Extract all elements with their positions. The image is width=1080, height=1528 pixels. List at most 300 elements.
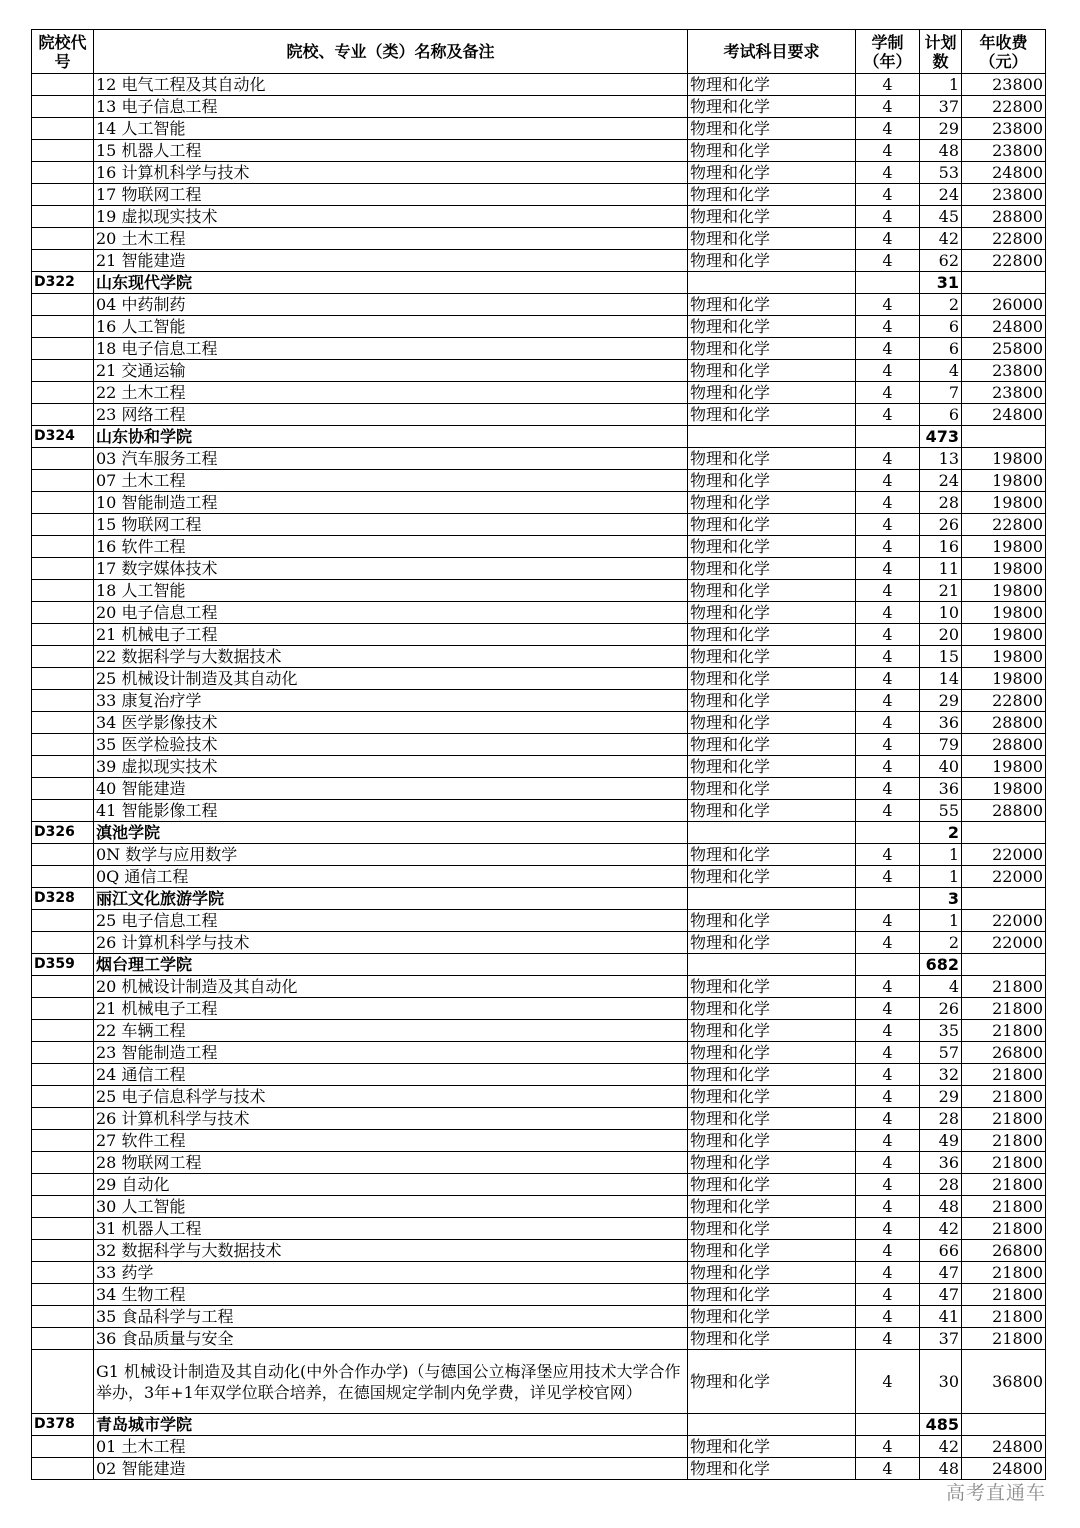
plan-count-cell: 24 <box>920 470 962 492</box>
fee-cell: 22800 <box>962 250 1046 272</box>
fee-cell: 21800 <box>962 1306 1046 1328</box>
major-name-cell: 21 机械电子工程 <box>94 998 688 1020</box>
major-name-cell: 40 智能建造 <box>94 778 688 800</box>
fee-cell: 19800 <box>962 448 1046 470</box>
subject-cell <box>688 426 856 448</box>
major-name-cell: 22 土木工程 <box>94 382 688 404</box>
fee-cell: 21800 <box>962 1328 1046 1350</box>
major-row <box>32 1064 1046 1086</box>
duration-cell: 4 <box>856 514 920 536</box>
major-name-cell: 22 车辆工程 <box>94 1020 688 1042</box>
major-name-cell: 17 物联网工程 <box>94 184 688 206</box>
subject-cell: 物理和化学 <box>688 404 856 426</box>
subject-cell: 物理和化学 <box>688 294 856 316</box>
major-row <box>32 338 1046 360</box>
major-name-cell: 26 计算机科学与技术 <box>94 1108 688 1130</box>
subject-cell: 物理和化学 <box>688 1020 856 1042</box>
subject-cell: 物理和化学 <box>688 1218 856 1240</box>
duration-cell: 4 <box>856 492 920 514</box>
subject-cell: 物理和化学 <box>688 514 856 536</box>
major-name-cell: 28 物联网工程 <box>94 1152 688 1174</box>
major-name-cell: 22 数据科学与大数据技术 <box>94 646 688 668</box>
school-code-cell <box>32 712 94 734</box>
school-name-cell: 烟台理工学院 <box>94 954 688 976</box>
plan-count-cell: 6 <box>920 404 962 426</box>
school-code-cell <box>32 580 94 602</box>
school-code-cell: D326 <box>32 822 94 844</box>
fee-cell: 28800 <box>962 734 1046 756</box>
duration-cell: 4 <box>856 1262 920 1284</box>
major-name-cell: 16 软件工程 <box>94 536 688 558</box>
school-code-cell <box>32 1262 94 1284</box>
subject-cell: 物理和化学 <box>688 580 856 602</box>
plan-count-cell: 79 <box>920 734 962 756</box>
duration-cell: 4 <box>856 1328 920 1350</box>
major-name-cell: 26 计算机科学与技术 <box>94 932 688 954</box>
major-name-cell: 31 机器人工程 <box>94 1218 688 1240</box>
fee-cell: 19800 <box>962 536 1046 558</box>
major-row <box>32 1174 1046 1196</box>
major-name-cell: 25 电子信息工程 <box>94 910 688 932</box>
subject-cell <box>688 822 856 844</box>
plan-count-cell: 41 <box>920 1306 962 1328</box>
major-name-cell: 35 医学检验技术 <box>94 734 688 756</box>
duration-cell: 4 <box>856 404 920 426</box>
subject-cell: 物理和化学 <box>688 1042 856 1064</box>
school-code-cell <box>32 514 94 536</box>
subject-cell: 物理和化学 <box>688 646 856 668</box>
school-code-cell: D378 <box>32 1414 94 1436</box>
fee-cell: 23800 <box>962 118 1046 140</box>
school-code-cell <box>32 1020 94 1042</box>
duration-cell: 4 <box>856 756 920 778</box>
school-code-cell <box>32 1240 94 1262</box>
school-code-cell <box>32 96 94 118</box>
school-name-cell: 丽江文化旅游学院 <box>94 888 688 910</box>
subject-cell: 物理和化学 <box>688 448 856 470</box>
subject-cell: 物理和化学 <box>688 1086 856 1108</box>
fee-cell: 24800 <box>962 162 1046 184</box>
major-row <box>32 316 1046 338</box>
major-name-cell: 35 食品科学与工程 <box>94 1306 688 1328</box>
major-row <box>32 1196 1046 1218</box>
major-row <box>32 1262 1046 1284</box>
major-name-cell: 16 计算机科学与技术 <box>94 162 688 184</box>
subject-cell: 物理和化学 <box>688 624 856 646</box>
subject-cell: 物理和化学 <box>688 976 856 998</box>
subject-cell: 物理和化学 <box>688 360 856 382</box>
plan-count-cell: 28 <box>920 1108 962 1130</box>
plan-count-cell: 28 <box>920 492 962 514</box>
plan-count-cell: 473 <box>920 426 962 448</box>
plan-count-cell: 47 <box>920 1284 962 1306</box>
subject-cell: 物理和化学 <box>688 734 856 756</box>
major-row <box>32 140 1046 162</box>
fee-cell: 22800 <box>962 514 1046 536</box>
major-name-cell: 13 电子信息工程 <box>94 96 688 118</box>
major-row <box>32 294 1046 316</box>
major-name-cell: 07 土木工程 <box>94 470 688 492</box>
major-row <box>32 514 1046 536</box>
fee-cell <box>962 888 1046 910</box>
major-row <box>32 228 1046 250</box>
plan-count-cell: 2 <box>920 822 962 844</box>
major-row <box>32 1130 1046 1152</box>
major-name-cell: 21 机械电子工程 <box>94 624 688 646</box>
subject-cell: 物理和化学 <box>688 1108 856 1130</box>
fee-cell: 22800 <box>962 96 1046 118</box>
fee-cell: 21800 <box>962 1262 1046 1284</box>
major-name-cell: 24 通信工程 <box>94 1064 688 1086</box>
duration-cell: 4 <box>856 1174 920 1196</box>
major-row <box>32 844 1046 866</box>
major-row <box>32 734 1046 756</box>
subject-cell: 物理和化学 <box>688 162 856 184</box>
subject-cell: 物理和化学 <box>688 1262 856 1284</box>
major-name-cell: 23 智能制造工程 <box>94 1042 688 1064</box>
plan-count-cell: 42 <box>920 228 962 250</box>
school-code-cell <box>32 910 94 932</box>
duration-cell: 4 <box>856 690 920 712</box>
subject-cell: 物理和化学 <box>688 1152 856 1174</box>
subject-cell: 物理和化学 <box>688 250 856 272</box>
subject-cell: 物理和化学 <box>688 668 856 690</box>
plan-count-cell: 36 <box>920 1152 962 1174</box>
school-code-cell <box>32 800 94 822</box>
fee-cell: 26000 <box>962 294 1046 316</box>
school-code-cell <box>32 558 94 580</box>
major-name-cell: 25 机械设计制造及其自动化 <box>94 668 688 690</box>
school-code-cell <box>32 778 94 800</box>
subject-cell: 物理和化学 <box>688 206 856 228</box>
subject-cell: 物理和化学 <box>688 690 856 712</box>
major-row <box>32 690 1046 712</box>
school-code-cell <box>32 1458 94 1480</box>
fee-cell: 22000 <box>962 844 1046 866</box>
major-row <box>32 184 1046 206</box>
plan-count-cell: 4 <box>920 360 962 382</box>
school-code-cell <box>32 976 94 998</box>
subject-cell: 物理和化学 <box>688 602 856 624</box>
fee-cell: 19800 <box>962 624 1046 646</box>
major-name-cell: 34 医学影像技术 <box>94 712 688 734</box>
plan-count-cell: 47 <box>920 1262 962 1284</box>
plan-count-cell: 10 <box>920 602 962 624</box>
major-name-cell: 23 网络工程 <box>94 404 688 426</box>
fee-cell: 21800 <box>962 1196 1046 1218</box>
major-row <box>32 404 1046 426</box>
school-code-cell: D328 <box>32 888 94 910</box>
plan-count-cell: 42 <box>920 1436 962 1458</box>
plan-count-cell: 29 <box>920 690 962 712</box>
subject-cell: 物理和化学 <box>688 1240 856 1262</box>
major-name-cell: 32 数据科学与大数据技术 <box>94 1240 688 1262</box>
major-row <box>32 778 1046 800</box>
duration-cell <box>856 888 920 910</box>
fee-cell: 22000 <box>962 932 1046 954</box>
duration-cell: 4 <box>856 558 920 580</box>
school-code-cell <box>32 294 94 316</box>
major-row <box>32 162 1046 184</box>
major-row <box>32 96 1046 118</box>
table-header <box>32 30 1046 74</box>
header-subject: 考试科目要求 <box>688 30 856 74</box>
subject-cell <box>688 888 856 910</box>
major-name-cell: G1 机械设计制造及其自动化(中外合作办学)（与德国公立梅泽堡应用技术大学合作举办，3年+1年双学位联合培养，在德国规定学制内免学费，详见学校官网） <box>94 1350 688 1414</box>
fee-cell: 21800 <box>962 1064 1046 1086</box>
major-row <box>32 1458 1046 1480</box>
duration-cell <box>856 954 920 976</box>
school-code-cell <box>32 228 94 250</box>
duration-cell: 4 <box>856 668 920 690</box>
duration-cell <box>856 272 920 294</box>
major-name-cell: 19 虚拟现实技术 <box>94 206 688 228</box>
major-row <box>32 536 1046 558</box>
duration-cell: 4 <box>856 250 920 272</box>
major-row <box>32 118 1046 140</box>
subject-cell: 物理和化学 <box>688 338 856 360</box>
duration-cell: 4 <box>856 228 920 250</box>
plan-count-cell: 682 <box>920 954 962 976</box>
subject-cell: 物理和化学 <box>688 866 856 888</box>
school-row <box>32 822 1046 844</box>
duration-cell: 4 <box>856 1152 920 1174</box>
school-code-cell <box>32 1152 94 1174</box>
duration-cell: 4 <box>856 206 920 228</box>
header-code: 院校代号 <box>32 30 94 74</box>
plan-count-cell: 1 <box>920 844 962 866</box>
fee-cell: 21800 <box>962 1130 1046 1152</box>
fee-cell: 22000 <box>962 910 1046 932</box>
plan-count-cell: 1 <box>920 74 962 96</box>
duration-cell: 4 <box>856 1020 920 1042</box>
school-code-cell <box>32 250 94 272</box>
major-name-cell: 20 机械设计制造及其自动化 <box>94 976 688 998</box>
major-name-cell: 33 药学 <box>94 1262 688 1284</box>
plan-count-cell: 37 <box>920 96 962 118</box>
plan-count-cell: 485 <box>920 1414 962 1436</box>
plan-count-cell: 6 <box>920 316 962 338</box>
plan-count-cell: 26 <box>920 514 962 536</box>
plan-count-cell: 30 <box>920 1350 962 1414</box>
school-row <box>32 954 1046 976</box>
major-row <box>32 206 1046 228</box>
school-row <box>32 426 1046 448</box>
duration-cell: 4 <box>856 1086 920 1108</box>
major-name-cell: 27 软件工程 <box>94 1130 688 1152</box>
plan-count-cell: 40 <box>920 756 962 778</box>
school-code-cell <box>32 338 94 360</box>
plan-count-cell: 37 <box>920 1328 962 1350</box>
major-row <box>32 1086 1046 1108</box>
fee-cell: 21800 <box>962 1108 1046 1130</box>
duration-cell: 4 <box>856 976 920 998</box>
major-row <box>32 998 1046 1020</box>
school-code-cell <box>32 1436 94 1458</box>
duration-cell: 4 <box>856 448 920 470</box>
major-name-cell: 16 人工智能 <box>94 316 688 338</box>
school-code-cell <box>32 1218 94 1240</box>
school-code-cell <box>32 74 94 96</box>
fee-cell: 21800 <box>962 998 1046 1020</box>
plan-count-cell: 36 <box>920 778 962 800</box>
plan-count-cell: 4 <box>920 976 962 998</box>
fee-cell: 21800 <box>962 1174 1046 1196</box>
fee-cell: 24800 <box>962 316 1046 338</box>
plan-count-cell: 15 <box>920 646 962 668</box>
school-code-cell <box>32 140 94 162</box>
school-code-cell <box>32 1196 94 1218</box>
subject-cell: 物理和化学 <box>688 316 856 338</box>
subject-cell: 物理和化学 <box>688 1306 856 1328</box>
duration-cell: 4 <box>856 1436 920 1458</box>
duration-cell: 4 <box>856 294 920 316</box>
fee-cell: 23800 <box>962 184 1046 206</box>
major-row <box>32 382 1046 404</box>
school-code-cell <box>32 536 94 558</box>
subject-cell: 物理和化学 <box>688 1130 856 1152</box>
plan-count-cell: 62 <box>920 250 962 272</box>
major-row <box>32 74 1046 96</box>
subject-cell: 物理和化学 <box>688 756 856 778</box>
duration-cell: 4 <box>856 1306 920 1328</box>
fee-cell: 26800 <box>962 1240 1046 1262</box>
plan-count-cell: 45 <box>920 206 962 228</box>
school-row <box>32 888 1046 910</box>
major-name-cell: 15 物联网工程 <box>94 514 688 536</box>
fee-cell <box>962 954 1046 976</box>
duration-cell: 4 <box>856 624 920 646</box>
plan-count-cell: 24 <box>920 184 962 206</box>
fee-cell: 28800 <box>962 800 1046 822</box>
plan-count-cell: 29 <box>920 1086 962 1108</box>
duration-cell: 4 <box>856 140 920 162</box>
duration-cell: 4 <box>856 1458 920 1480</box>
fee-cell: 23800 <box>962 74 1046 96</box>
major-name-cell: 33 康复治疗学 <box>94 690 688 712</box>
fee-cell: 21800 <box>962 1284 1046 1306</box>
fee-cell <box>962 822 1046 844</box>
plan-count-cell: 1 <box>920 866 962 888</box>
school-code-cell <box>32 162 94 184</box>
school-code-cell <box>32 646 94 668</box>
school-code-cell <box>32 1328 94 1350</box>
subject-cell: 物理和化学 <box>688 910 856 932</box>
subject-cell: 物理和化学 <box>688 118 856 140</box>
plan-count-cell: 55 <box>920 800 962 822</box>
duration-cell: 4 <box>856 602 920 624</box>
subject-cell <box>688 954 856 976</box>
subject-cell <box>688 1414 856 1436</box>
major-name-cell: 21 智能建造 <box>94 250 688 272</box>
major-row <box>32 1350 1046 1414</box>
duration-cell: 4 <box>856 1350 920 1414</box>
major-row <box>32 580 1046 602</box>
subject-cell: 物理和化学 <box>688 96 856 118</box>
major-row <box>32 932 1046 954</box>
school-code-cell <box>32 382 94 404</box>
header-name: 院校、专业（类）名称及备注 <box>94 30 688 74</box>
plan-count-cell: 11 <box>920 558 962 580</box>
plan-count-cell: 26 <box>920 998 962 1020</box>
school-code-cell <box>32 470 94 492</box>
duration-cell: 4 <box>856 778 920 800</box>
major-row <box>32 1328 1046 1350</box>
school-code-cell: D359 <box>32 954 94 976</box>
duration-cell: 4 <box>856 646 920 668</box>
subject-cell: 物理和化学 <box>688 1064 856 1086</box>
header-fee: 年收费（元） <box>962 30 1046 74</box>
fee-cell: 28800 <box>962 206 1046 228</box>
major-name-cell: 29 自动化 <box>94 1174 688 1196</box>
subject-cell: 物理和化学 <box>688 536 856 558</box>
duration-cell: 4 <box>856 74 920 96</box>
major-row <box>32 712 1046 734</box>
major-row <box>32 1108 1046 1130</box>
major-row <box>32 1240 1046 1262</box>
plan-count-cell: 1 <box>920 910 962 932</box>
plan-count-cell: 7 <box>920 382 962 404</box>
major-name-cell: 0N 数学与应用数学 <box>94 844 688 866</box>
fee-cell: 36800 <box>962 1350 1046 1414</box>
duration-cell <box>856 426 920 448</box>
duration-cell: 4 <box>856 580 920 602</box>
subject-cell: 物理和化学 <box>688 1328 856 1350</box>
duration-cell <box>856 822 920 844</box>
fee-cell: 19800 <box>962 558 1046 580</box>
major-row <box>32 1436 1046 1458</box>
subject-cell: 物理和化学 <box>688 74 856 96</box>
school-code-cell <box>32 404 94 426</box>
fee-cell: 19800 <box>962 492 1046 514</box>
subject-cell <box>688 272 856 294</box>
fee-cell: 22800 <box>962 228 1046 250</box>
duration-cell: 4 <box>856 470 920 492</box>
duration-cell: 4 <box>856 1218 920 1240</box>
plan-count-cell: 35 <box>920 1020 962 1042</box>
fee-cell: 26800 <box>962 1042 1046 1064</box>
fee-cell: 24800 <box>962 1436 1046 1458</box>
plan-count-cell: 48 <box>920 140 962 162</box>
major-row <box>32 1218 1046 1240</box>
header-plan: 计划数 <box>920 30 962 74</box>
school-name-cell: 山东现代学院 <box>94 272 688 294</box>
major-name-cell: 39 虚拟现实技术 <box>94 756 688 778</box>
major-row <box>32 602 1046 624</box>
major-row <box>32 668 1046 690</box>
school-name-cell: 山东协和学院 <box>94 426 688 448</box>
plan-count-cell: 42 <box>920 1218 962 1240</box>
major-row <box>32 800 1046 822</box>
major-row <box>32 360 1046 382</box>
major-name-cell: 36 食品质量与安全 <box>94 1328 688 1350</box>
school-code-cell <box>32 1108 94 1130</box>
school-code-cell <box>32 690 94 712</box>
major-row <box>32 1284 1046 1306</box>
school-code-cell <box>32 1064 94 1086</box>
major-row <box>32 910 1046 932</box>
fee-cell: 19800 <box>962 778 1046 800</box>
fee-cell: 21800 <box>962 976 1046 998</box>
duration-cell: 4 <box>856 162 920 184</box>
subject-cell: 物理和化学 <box>688 800 856 822</box>
major-name-cell: 04 中药制药 <box>94 294 688 316</box>
duration-cell: 4 <box>856 96 920 118</box>
major-name-cell: 0Q 通信工程 <box>94 866 688 888</box>
table-body <box>32 74 1046 1480</box>
duration-cell: 4 <box>856 536 920 558</box>
major-name-cell: 10 智能制造工程 <box>94 492 688 514</box>
